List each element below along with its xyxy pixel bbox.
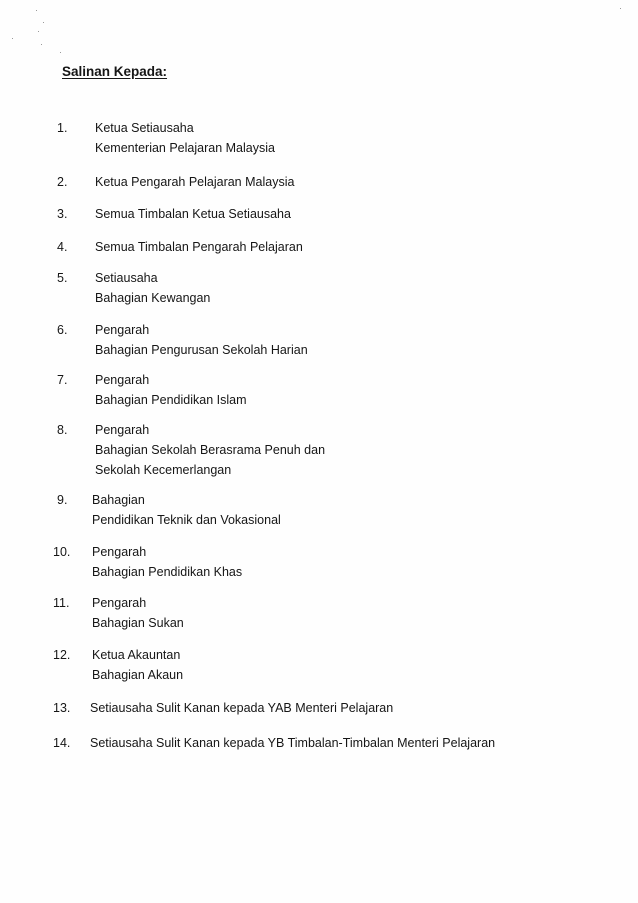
recipient-line: Sekolah Kecemerlangan — [95, 463, 232, 477]
recipient-line: Bahagian Sukan — [92, 616, 184, 630]
scan-speck — [60, 52, 61, 53]
recipient-line: Setiausaha Sulit Kanan kepada YB Timbalan-Timbalan Menteri Pelajaran — [90, 736, 496, 750]
item-recipient — [95, 370, 595, 410]
item-number: 5. — [57, 271, 68, 285]
item-recipient — [95, 420, 595, 480]
recipient-line: Semua Timbalan Pengarah Pelajaran — [95, 240, 303, 254]
scan-speck — [43, 22, 44, 23]
recipient-line: Setiausaha — [95, 271, 158, 285]
item-recipient — [92, 593, 592, 633]
item-recipient — [90, 733, 590, 753]
item-number: 13. — [53, 701, 71, 715]
recipient-line: Bahagian Kewangan — [95, 291, 211, 305]
item-recipient — [95, 118, 595, 158]
scan-speck — [12, 38, 13, 39]
item-number: 3. — [57, 207, 68, 221]
recipient-line: Pendidikan Teknik dan Vokasional — [92, 513, 281, 527]
item-number: 14. — [53, 736, 71, 750]
recipient-line: Pengarah — [95, 423, 150, 437]
item-number: 2. — [57, 175, 68, 189]
recipient-line: Kementerian Pelajaran Malaysia — [95, 141, 275, 155]
recipient-line: Bahagian Pendidikan Khas — [92, 565, 243, 579]
recipient-line: Semua Timbalan Ketua Setiausaha — [95, 207, 291, 221]
recipient-line: Ketua Pengarah Pelajaran Malaysia — [95, 175, 295, 189]
item-number: 8. — [57, 423, 68, 437]
item-number: 6. — [57, 323, 68, 337]
item-recipient — [95, 172, 595, 192]
item-number: 7. — [57, 373, 68, 387]
item-recipient — [92, 490, 592, 530]
recipient-line: Ketua Setiausaha — [95, 121, 194, 135]
recipient-line: Pengarah — [92, 596, 147, 610]
item-number: 9. — [57, 493, 68, 507]
item-number: 10. — [53, 545, 71, 559]
item-recipient — [92, 645, 592, 685]
item-recipient — [95, 237, 595, 257]
recipient-line: Setiausaha Sulit Kanan kepada YAB Menteri Pelajaran — [90, 701, 394, 715]
recipient-line: Pengarah — [92, 545, 147, 559]
distribution-heading: Salinan Kepada: — [62, 64, 168, 79]
scan-speck — [36, 10, 37, 11]
scan-speck — [38, 31, 39, 32]
recipient-line: Pengarah — [95, 323, 150, 337]
item-number: 4. — [57, 240, 68, 254]
item-number: 1. — [57, 121, 68, 135]
recipient-line: Ketua Akauntan — [92, 648, 181, 662]
item-recipient — [92, 542, 592, 582]
item-recipient — [90, 698, 590, 718]
recipient-line: Bahagian — [92, 493, 145, 507]
recipient-line: Bahagian Akaun — [92, 668, 184, 682]
recipient-line: Bahagian Pendidikan Islam — [95, 393, 247, 407]
scan-speck — [41, 44, 42, 45]
item-number: 11. — [53, 596, 70, 610]
item-recipient — [95, 204, 595, 224]
recipient-line: Bahagian Sekolah Berasrama Penuh dan — [95, 443, 326, 457]
recipient-line: Pengarah — [95, 373, 150, 387]
scan-speck — [620, 8, 621, 9]
item-number: 12. — [53, 648, 71, 662]
item-recipient — [95, 320, 595, 360]
item-recipient — [95, 268, 595, 308]
recipient-line: Bahagian Pengurusan Sekolah Harian — [95, 343, 308, 357]
